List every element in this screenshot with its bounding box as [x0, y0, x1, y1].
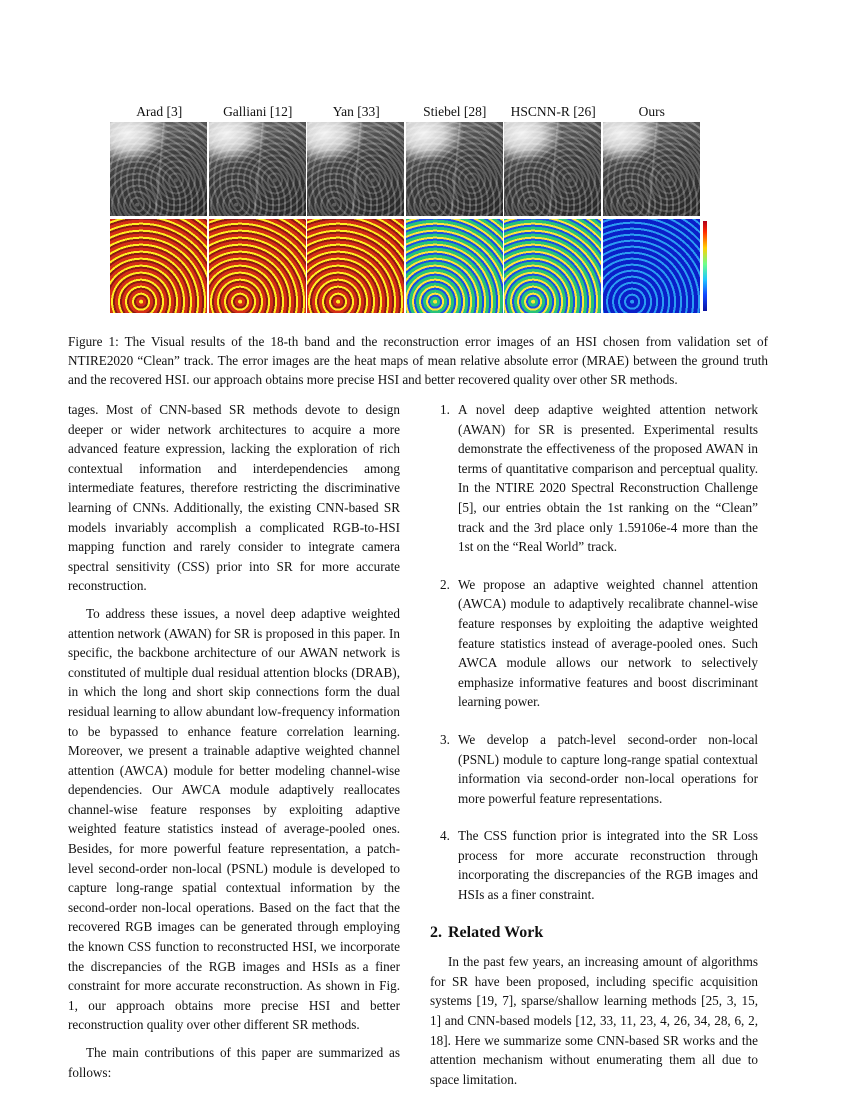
error-heatmap-image [209, 219, 306, 313]
paragraph: In the past few years, an increasing amount of algorithms for SR have been proposed, including specific acquisition systems [19, 7], sparse/shallow learning methods [25, 3, 15, 1] and CNN-based models [12, 33, 11, 23, 4, 26, 34, 28, 6, 2, 18]. Here we summarize some CNN-based SR works and the attention mechanism without enumerating them all due to space limitation. [430, 954, 758, 1087]
heatmap-colorbar [703, 221, 707, 311]
list-number: 4. [440, 828, 450, 844]
recovered-band-image [603, 122, 700, 216]
section-title: Related Work [448, 923, 544, 941]
right-column [430, 400, 758, 1097]
error-heatmap-image [603, 219, 700, 313]
method-label: HSCNN-R [26] [510, 104, 596, 119]
recovered-band-row [110, 122, 710, 216]
section-heading [430, 923, 758, 943]
method-labels [110, 102, 710, 122]
method-label: Arad [3] [136, 104, 183, 119]
error-heatmap-image [406, 219, 503, 313]
error-heatmap-row [110, 219, 710, 313]
left-column [68, 400, 400, 1090]
method-label: Ours [638, 104, 665, 119]
recovered-band-image [504, 122, 601, 216]
recovered-band-image [406, 122, 503, 216]
paragraph: To address these issues, a novel deep adaptive weighted attention network (AWAN) for SR is proposed in this paper. In specific, the backbone architecture of our AWAN network is constituted of multiple dual residual attention blocks (DRAB), in which the long and short skip connections form the dual residual learning to allow abundant low-frequency information to be bypassed to enhance feature correlation learning. Moreover, we present a trainable adaptive weighted channel attention (AWCA) module for better modeling channel-wise dependencies. Our AWCA module adaptively reallocates channel-wise feature responses by exploiting adaptive weighted feature statistics instead of average-pooled ones. Besides, for more powerful feature representation, a patch-level second-order non-local (PSNL) module is developed to capture long-range spatial contextual information by the second-order non-local operations. Based on the fact that the recovered RGB images can be generated through employing the known CSS function to reconstructed HSI, we incorporate the discrepancies of the RGB images and HSIs as a finer constraint for more accurate reconstruction. As shown in Fig. 1, our approach obtains more precise HSI and better reconstruction quality over other different SR methods. [68, 605, 400, 1033]
list-text: We propose an adaptive weighted channel attention (AWCA) module to adaptively recalibrate channel-wise feature responses by exploiting the adaptive weighted feature statistics instead of average-pooled ones. Such AWCA module allows our network to selectively emphasize informative features and boost discriminant learning power. [458, 576, 758, 710]
list-text: A novel deep adaptive weighted attention network (AWAN) for SR is presented. Experimental results demonstrate the effectiveness of the proposed AWAN in terms of quantitative comparison and perceptual quality. In the NTIRE 2020 Spectral Reconstruction Challenge [5], our entries obtain the 1st ranking on the “Clean” track and the 3rd place only 1.59106e-4 more than the 1st on the “Real World” track. [458, 402, 758, 555]
list-number: 2. [440, 576, 450, 592]
recovered-band-image [209, 122, 306, 216]
contribution-item [430, 575, 758, 712]
section-number: 2. [430, 923, 442, 941]
list-number: 3. [440, 731, 450, 747]
contribution-item [430, 730, 758, 808]
recovered-band-image [110, 122, 207, 216]
list-text: We develop a patch-level second-order non-local (PSNL) module to capture long-range spatial contextual information via second-order non-local operations for more powerful feature representations. [458, 731, 758, 806]
method-label: Stiebel [28] [423, 104, 487, 119]
error-heatmap-image [307, 219, 404, 313]
figure-1 [110, 102, 710, 313]
method-label: Yan [33] [332, 104, 380, 119]
contributions-list [430, 400, 758, 905]
contribution-item [430, 400, 758, 557]
list-text: The CSS function prior is integrated into the SR Loss process for more accurate reconstruction through incorporating the discrepancies of the RGB images and HSIs as a finer constraint. [458, 828, 758, 903]
list-number: 1. [440, 402, 450, 417]
error-heatmap-image [110, 219, 207, 313]
contribution-item [430, 826, 758, 904]
figure-caption: Figure 1: The Visual results of the 18-th band and the reconstruction error images of an HSI chosen from validation set of NTIRE2020 “Clean” track. The error images are the heat maps of mean relative absolute error (MRAE) between the ground truth and the recovered HSI. our approach obtains more precise HSI and better recovered quality over other SR methods. [68, 334, 768, 387]
paragraph: tages. Most of CNN-based SR methods devote to design deeper or wider network architectures to acquire a more advanced feature expression, lacking the exploration of rich contextual information and interdependencies among intermediate features, therefore restricting the discriminative learning of CNNs. Additionally, the existing CNN-based SR models invariably accomplish a complicated RGB-to-HSI mapping function and rarely consider to integrate camera spectral sensitivity (CSS) prior into SR for more accurate reconstruction. [68, 402, 400, 594]
error-heatmap-image [504, 219, 601, 313]
paragraph: The main contributions of this paper are summarized as follows: [68, 1045, 400, 1080]
recovered-band-image [307, 122, 404, 216]
method-label: Galliani [12] [223, 104, 293, 119]
